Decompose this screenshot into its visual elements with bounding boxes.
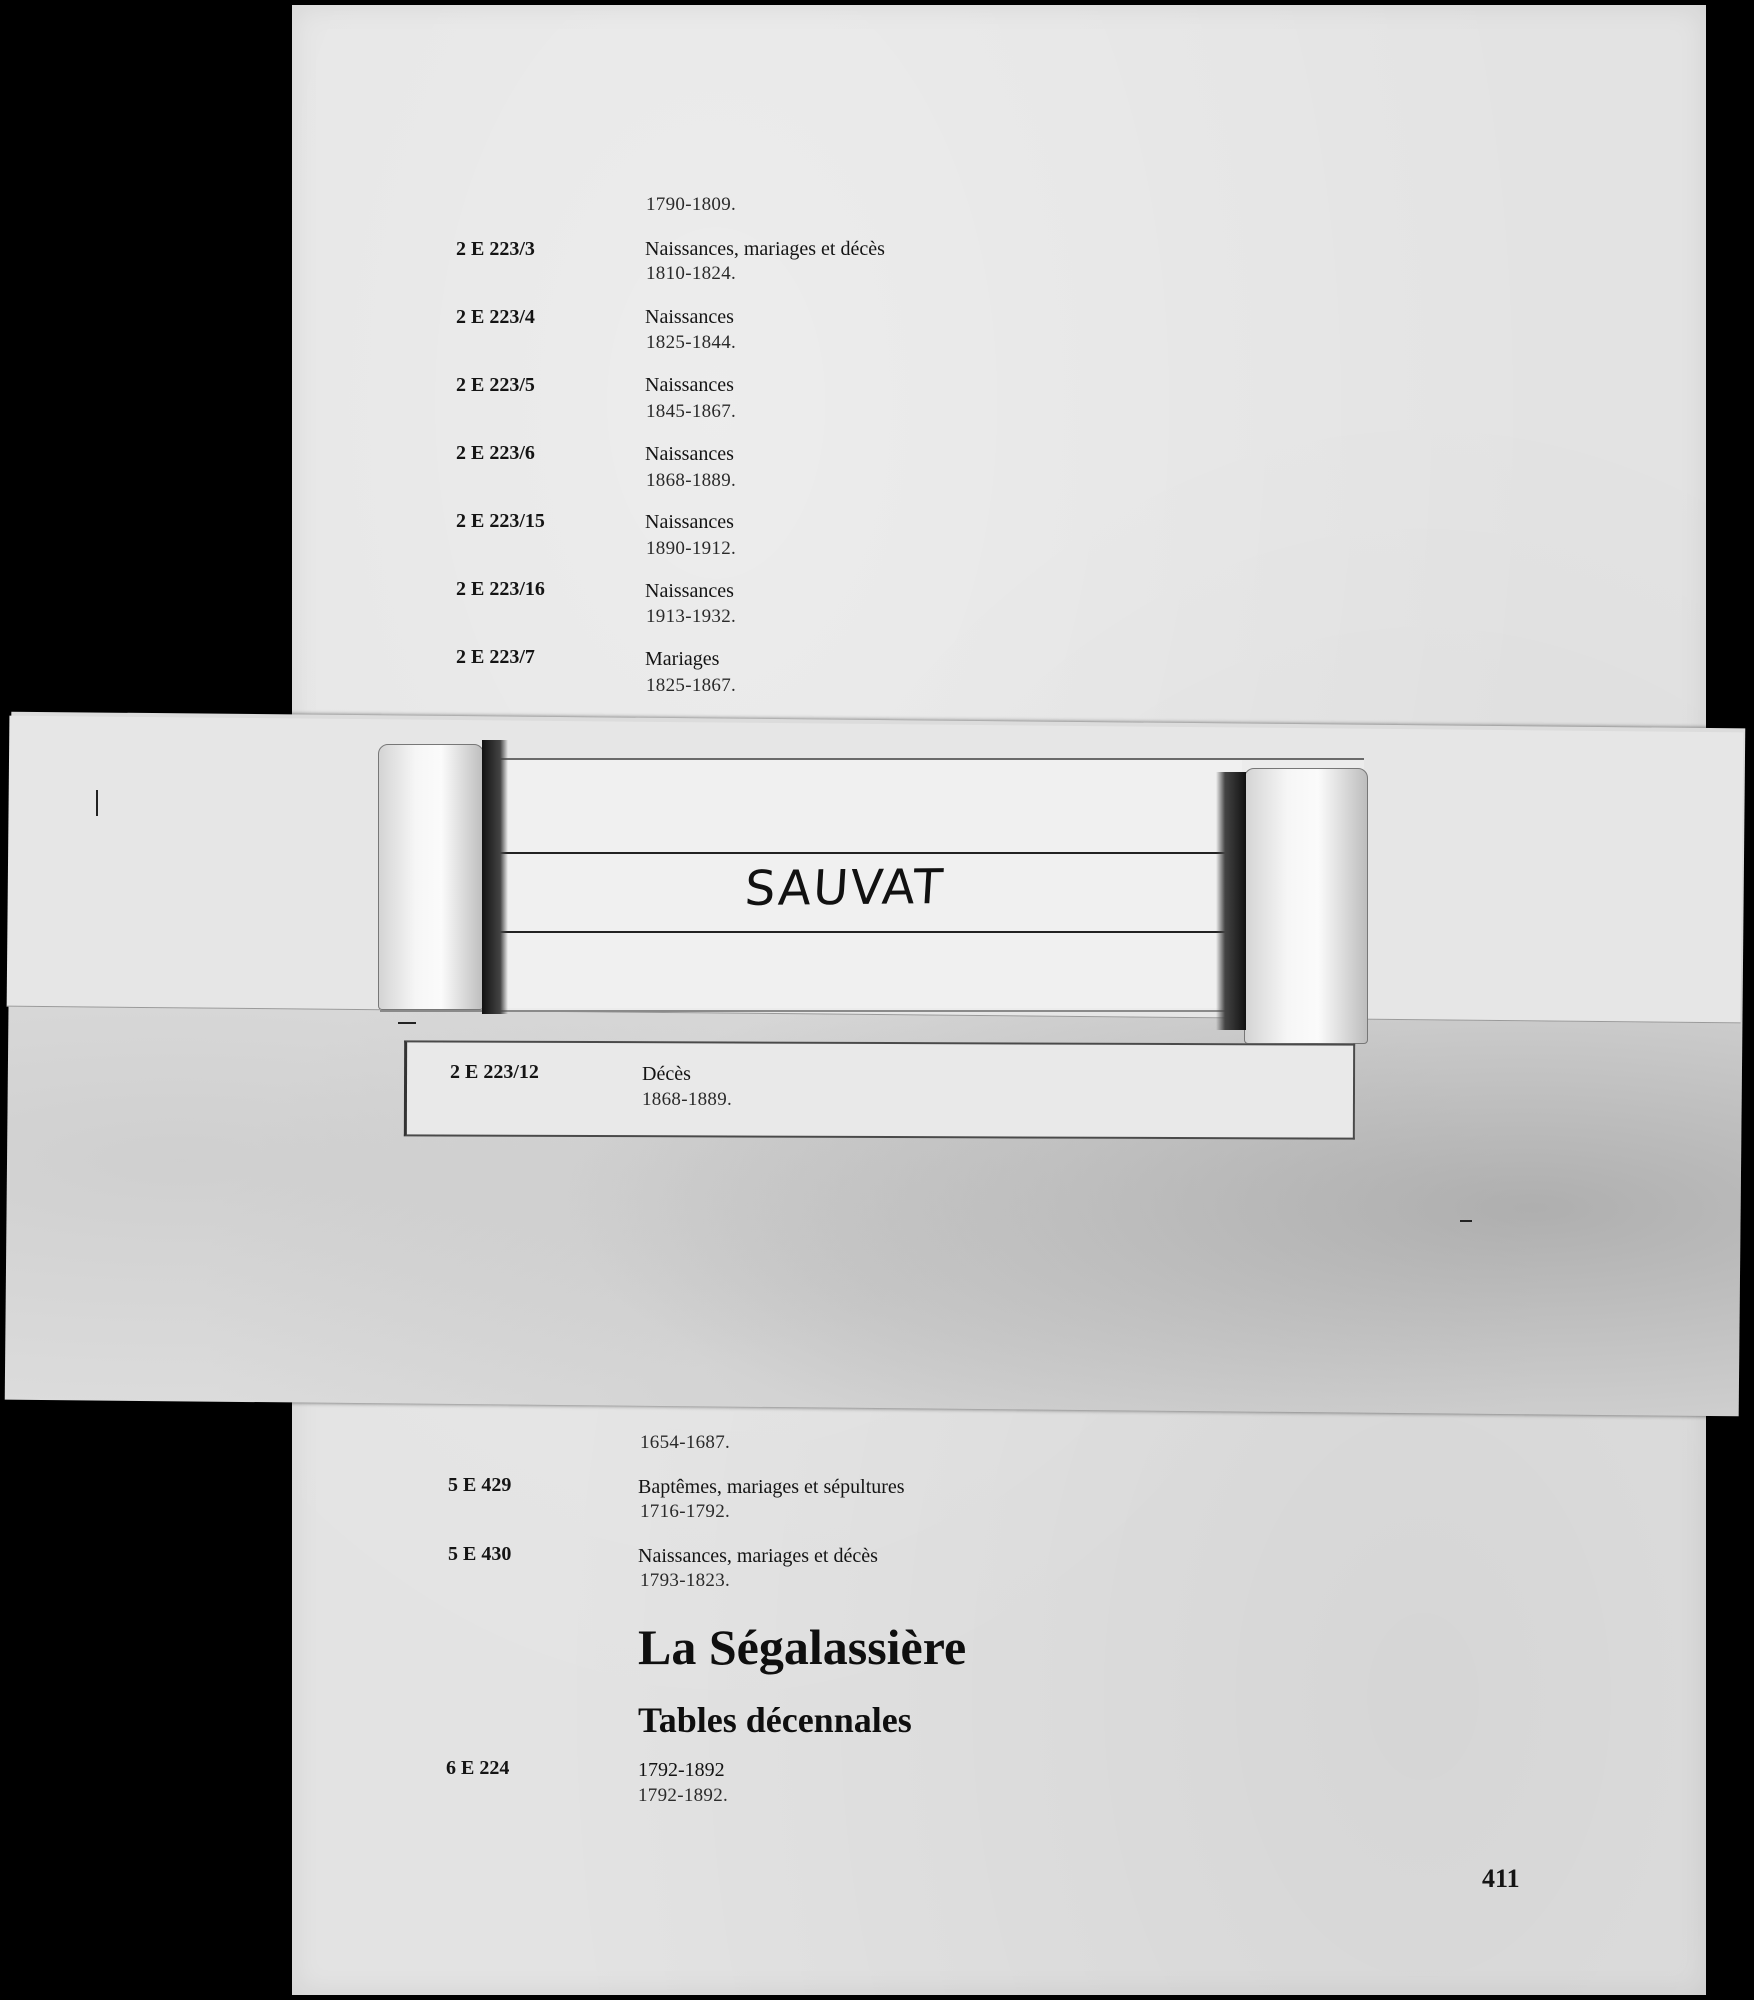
- entry-dates: 1810-1824.: [646, 263, 737, 284]
- left-clip-tab: [378, 744, 484, 1010]
- entry-code: 2 E 223/6: [456, 442, 535, 464]
- entry-code: 2 E 223/16: [456, 578, 545, 600]
- entry-title: Baptêmes, mariages et sépultures: [638, 1476, 905, 1498]
- commune-heading: La Ségalassière: [638, 1619, 967, 1675]
- entry-dates: 1825-1867.: [646, 675, 737, 696]
- label-top-line: [488, 852, 1246, 854]
- inset-entry-dates: 1868-1889.: [642, 1089, 733, 1110]
- entry-code: 6 E 224: [446, 1757, 510, 1779]
- entry-title: Naissances: [645, 443, 734, 465]
- entry-code: 5 E 429: [448, 1474, 512, 1496]
- entry-dates: 1913-1932.: [646, 606, 737, 627]
- entry-dates: 1825-1844.: [646, 332, 737, 353]
- entry-code: 2 E 223/15: [456, 510, 545, 532]
- entry-title: Naissances: [645, 511, 734, 533]
- entry-title: Naissances, mariages et décès: [638, 1545, 878, 1567]
- entry-dates: 1654-1687.: [640, 1432, 731, 1453]
- inset-entry-title: Décès: [642, 1063, 691, 1085]
- entry-title: Naissances: [645, 306, 734, 328]
- entry-dates: 1716-1792.: [640, 1501, 731, 1522]
- entry-dates: 1890-1912.: [646, 538, 737, 559]
- entry-dates: 1790-1809.: [646, 194, 737, 215]
- stray-mark: [1460, 1220, 1472, 1222]
- label-bottom-line: [488, 931, 1246, 933]
- subsection-heading: Tables décennales: [638, 1700, 912, 1740]
- stray-mark: [398, 1022, 416, 1024]
- entry-title: Naissances: [645, 580, 734, 602]
- entry-code: 5 E 430: [448, 1543, 512, 1565]
- entry-code: 2 E 223/7: [456, 646, 535, 668]
- entry-title: Mariages: [645, 648, 720, 670]
- entry-dates: 1793-1823.: [640, 1570, 731, 1591]
- entry-title: Naissances, mariages et décès: [645, 238, 885, 260]
- inset-entry-box: [404, 1040, 1355, 1139]
- right-clip-shadow: [1216, 772, 1246, 1030]
- right-clip-tab: [1244, 768, 1368, 1044]
- left-clip-shadow: [482, 740, 508, 1014]
- entry-code: 2 E 223/4: [456, 306, 535, 328]
- handwritten-label: SAUVAT: [743, 859, 947, 917]
- page-number: 411: [1482, 1864, 1520, 1893]
- entry-title: Naissances: [645, 374, 734, 396]
- stray-mark: [96, 790, 98, 816]
- inset-entry-code: 2 E 223/12: [450, 1061, 539, 1083]
- entry-title: 1792-1892: [638, 1759, 725, 1781]
- entry-dates: 1868-1889.: [646, 470, 737, 491]
- entry-dates: 1845-1867.: [646, 401, 737, 422]
- entry-code: 2 E 223/5: [456, 374, 535, 396]
- entry-dates: 1792-1892.: [638, 1785, 729, 1806]
- entry-code: 2 E 223/3: [456, 238, 535, 260]
